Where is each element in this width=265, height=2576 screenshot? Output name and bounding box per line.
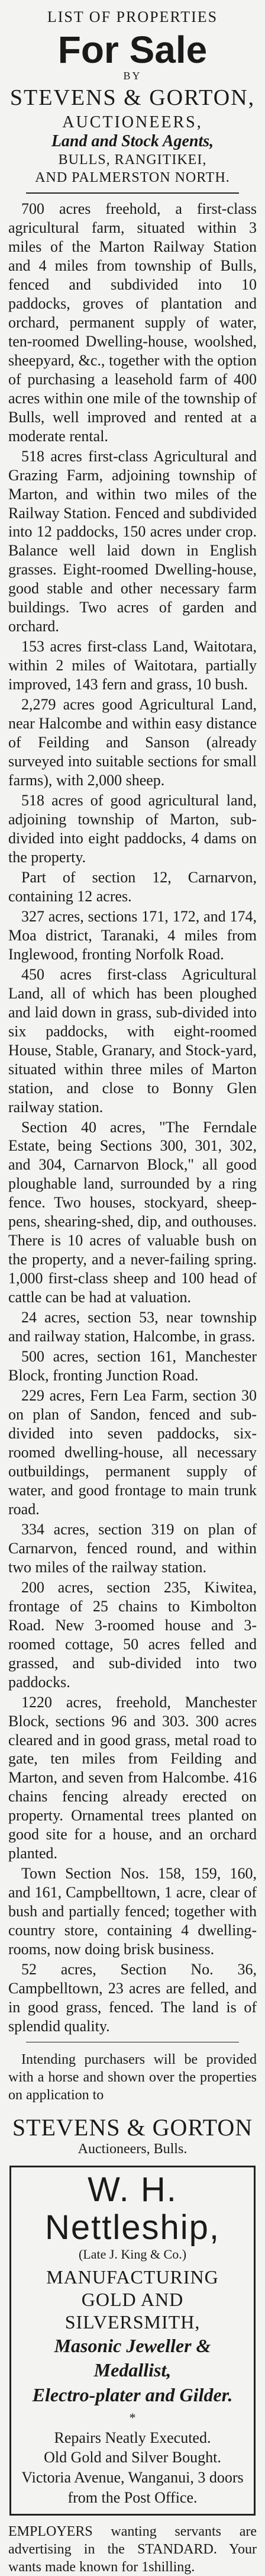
listing-item: 500 acres, section 161, Manchester Block, fronting Junction Road. <box>8 1348 257 1385</box>
nettleship-gold: Old Gold and Silver Bought. <box>44 2449 221 2466</box>
star-ornament: * <box>129 2410 136 2425</box>
address-line-1: BULLS, RANGITIKEI, <box>58 152 207 168</box>
listing-item: 700 acres freehold, a first-class agricultural farm, situated within 3 miles of the Marton Railway Station and 4 miles from township of Bulls, fenced and subdivided into 10 paddocks, groves of plantation and orchard, permanent supply of water, ten-roomed Dwelling-house, woolshed, sheepyard, &c., together with the option of purchasing a leasehold farm of 400 acres within one mile of the township of Bulls, well improved and rented at a moderate rental. <box>8 200 257 445</box>
listing-item: 24 acres, section 53, near township and railway station, Halcombe, in grass. <box>8 1309 257 1345</box>
listing-item: 327 acres, sections 171, 172, and 174, Moa district, Taranaki, 4 miles from Inglewood, fronting Norfolk Road. <box>8 907 257 963</box>
listing-item: 518 acres of good agricultural land, adjoining township of Marton, sub-divided into eight paddocks, 4 dams on the property. <box>8 792 257 866</box>
listing-item: Town Section Nos. 158, 159, 160, and 161, Campbelltown, 1 acre, clear of bush and partially fenced; together with country store, containing 4 dwelling-rooms, now doing brisk business. <box>8 1865 257 1958</box>
land-agents-label: Land and Stock Agents, <box>51 132 214 150</box>
listing-item: 52 acres, Section No. 36, Campbelltown, 23 acres are felled, and in good grass, fenced. The land is of splendid quality. <box>8 1961 257 2035</box>
nettleship-trade-line-1: MANUFACTURING GOLD AND <box>46 2266 219 2310</box>
nettleship-late: (Late J. King & Co.) <box>78 2246 187 2262</box>
auctioneers-label: AUCTIONEERS, <box>62 113 203 131</box>
signature-subtitle: Auctioneers, Bulls. <box>77 2141 188 2157</box>
listing-item: 334 acres, section 319 on plan of Carnarvon, fenced round, and within two miles of the railway station. <box>8 1520 257 1576</box>
nettleship-plater: Electro-plater and Gilder. <box>32 2384 233 2405</box>
firm-name: STEVENS & GORTON, <box>9 85 256 110</box>
listing-item: Part of section 12, Carnarvon, containing 12 acres. <box>8 868 257 905</box>
listing-item: Section 40 acres, "The Ferndale Estate, being Sections 300, 301, 302, and 304, Carnarvon Block," all good ploughable land, surrounded by a ring fence. Two houses, stockyard, sheep-pens, shearing-shed, dip, and outhouses. There is 10 acres of valuable bush on the property, and a never-failing spring. 1,000 first-class sheep and 100 head of cattle can be had at valuation. <box>8 1118 257 1306</box>
listing-item: 518 acres first-class Agricultural and Grazing Farm, adjoining township of Marton, and within two miles of the Railway Station. Fenced and subdivided into 12 paddocks, 150 acres under crop. Balance well laid down in English grasses. Eight-roomed Dwelling-house, good stable and other necessary farm buildings. Two acres of garden and orchard. <box>8 447 257 635</box>
address-line-2: AND PALMERSTON NORTH. <box>35 170 230 185</box>
for-sale-heading: For Sale <box>57 28 208 71</box>
by-label: BY <box>123 70 142 82</box>
header-divider <box>26 192 239 194</box>
listing-item: 450 acres first-class Agricultural Land, all of which has been ploughed and laid down in grass, sub-divided into six paddocks, with eight-roomed House, Stable, Granary, and Stock-yard, situated within three miles of Marton station, and close to Bonny Glen railway station. <box>8 965 257 1116</box>
nettleship-advertisement <box>9 2166 256 2516</box>
listing-item: 1220 acres, freehold, Manchester Block, sections 96 and 303. 300 acres cleared and in good grass, metal road to gate, ten miles from Feilding and Marton, and seven from Halcombe. 416 chains fencing already erected on property. Ornamental trees planted on good site for a house, and an orchard planted. <box>8 1693 257 1862</box>
nettleship-trade-line-2: SILVERSMITH, <box>64 2311 201 2333</box>
nettleship-masonic: Masonic Jeweller & Medallist, <box>54 2334 211 2381</box>
classified-notice: EMPLOYERS wanting servants are advertising in the STANDARD. Your wants made known for 1shilling. <box>8 2523 257 2575</box>
list-title: LIST OF PROPERTIES <box>47 8 218 25</box>
nettleship-address: Victoria Avenue, Wanganui, 3 doors from the Post Office. <box>21 2469 244 2506</box>
listing-item: 153 acres first-class Land, Waitotara, within 2 miles of Waitotara, partially improved, 143 fern and grass, 10 bush. <box>8 638 257 693</box>
nettleship-repairs: Repairs Neatly Executed. <box>54 2429 211 2446</box>
signature-firm: STEVENS & GORTON <box>12 2114 253 2141</box>
nettleship-name: W. H. Nettleship, <box>44 2170 221 2247</box>
property-listings <box>8 200 257 2036</box>
listing-item: 200 acres, section 235, Kiwitea, frontage of 25 chains to Kimbolton Road. New 3-roomed house and 3-roomed cottage, 50 acres felled and grassed, and sub-divided into two paddocks. <box>8 1578 257 1691</box>
listing-item: 2,279 acres good Agricultural Land, near Halcombe and within easy distance of Feilding and Sanson (already surveyed into suitable sections for small farms), with 2,000 sheep. <box>8 696 257 789</box>
listing-item: 229 acres, Fern Lea Farm, section 30 on plan of Sandon, fenced and sub-divided into seven paddocks, six-roomed dwelling-house, all necessary outbuildings, permanent supply of water, and good frontage to main trunk road. <box>8 1387 257 1518</box>
closing-note: Intending purchasers will be provided with a horse and shown over the properties on application to <box>8 2052 257 2103</box>
